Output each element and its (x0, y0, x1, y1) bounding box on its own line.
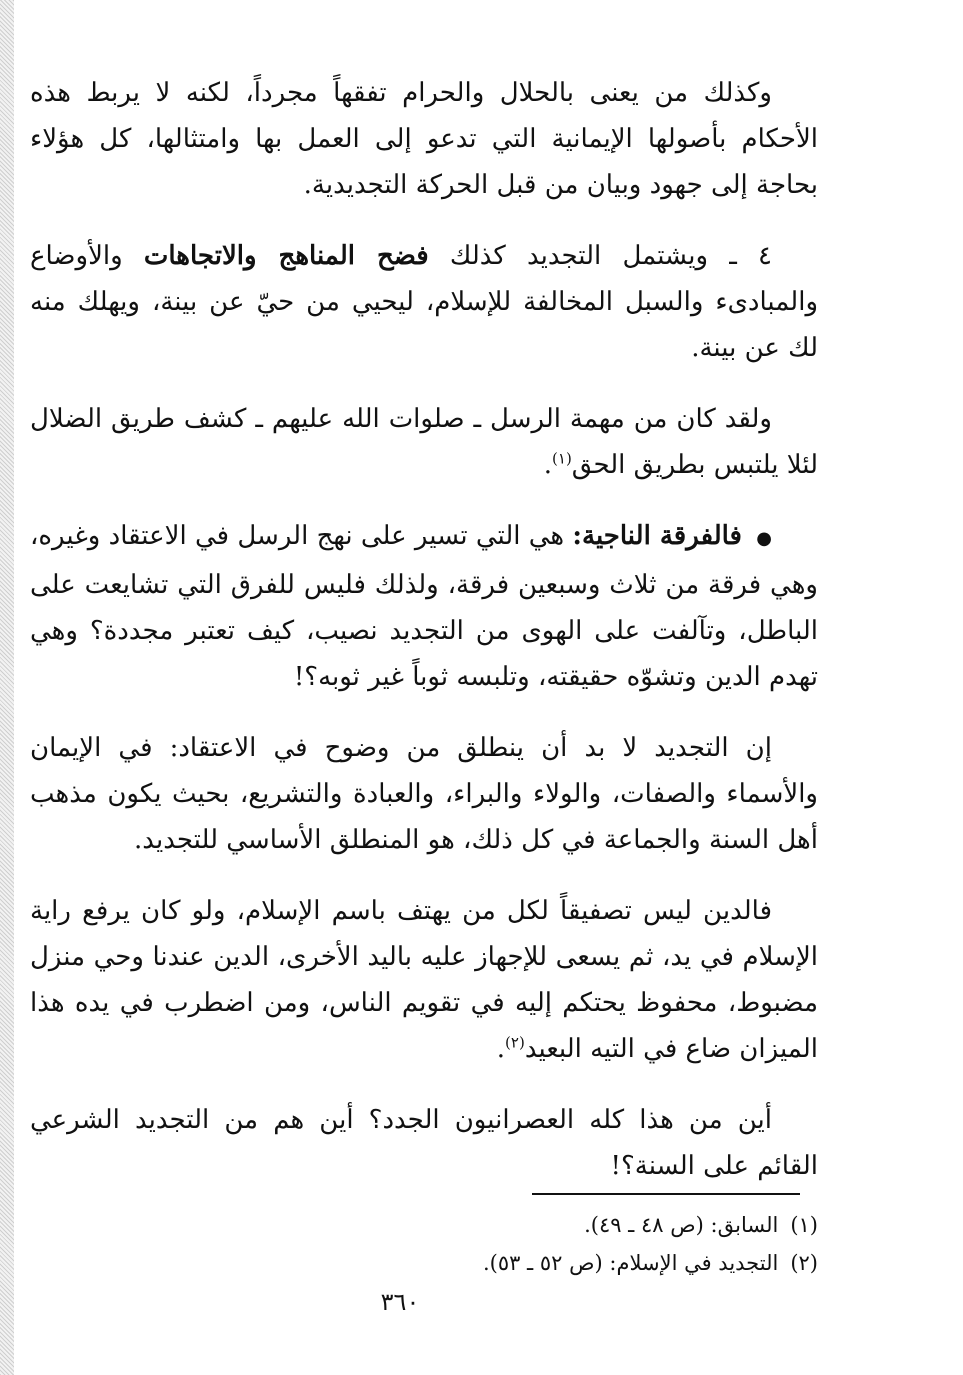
footnotes (30, 1206, 818, 1282)
page-body (30, 70, 818, 1214)
bullet-icon: ● (756, 528, 772, 549)
page-number: ٣٦٠ (380, 1288, 420, 1316)
paragraph-2-bold-phrase: فضح المناهج والاتجاهات (143, 241, 429, 271)
footnote-1-number: (١) (790, 1213, 818, 1237)
paragraph-6-text: فالدين ليس تصفيقاً لكل من يهتف باسم الإسلام، ولو كان يرفع راية الإسلام في يد، ثم يسعى للإجهاز عليه باليد الأخرى، الدين عندنا وحي منزل مضبوط، محفوظ يحتكم إليه في تقويم الناس، ومن اضطرب في يده هذا الميزان ضاع في التيه البعيد (30, 896, 818, 1064)
footnote-ref-2[interactable]: (٢) (505, 1033, 525, 1052)
paragraph-4-heading: فالفرقة الناجية: (572, 521, 742, 551)
paragraph-3-text: ولقد كان من مهمة الرسل ـ صلوات الله عليهم ـ كشف طريق الضلال لئلا يلتبس بطريق الحق (30, 404, 818, 480)
scan-edge-texture (0, 0, 14, 1375)
paragraph-2-start: ٤ ـ ويشتمل التجديد كذلك (449, 241, 773, 271)
paragraph-7 (30, 1097, 818, 1189)
footnote-divider (532, 1193, 800, 1195)
paragraph-1-text: وكذلك من يعنى بالحلال والحرام تفقهاً مجرداً، لكنه لا يربط هذه الأحكام بأصولها الإيمانية التي تدعو إلى العمل بها وامتثالها، كل هؤلاء بحاجة إلى جهود وبيان من قبل الحركة التجديدية. (30, 78, 818, 200)
footnote-ref-1[interactable]: (١) (552, 449, 572, 468)
paragraph-2-end: والأوضاع والمبادىء والسبل المخالفة للإسلام، ليحيي من حيّ عن بينة، ويهلك منه لك عن بينة. (30, 241, 818, 363)
footnote-2 (30, 1244, 818, 1282)
paragraph-6 (30, 888, 818, 1072)
paragraph-3 (30, 396, 818, 488)
paragraph-4 (30, 513, 818, 700)
paragraph-6-end: . (496, 1034, 506, 1064)
paragraph-7-text: أين من هذا كله العصرانيون الجدد؟ أين هم من التجديد الشرعي القائم على السنة؟! (30, 1105, 818, 1181)
footnote-2-text: التجديد في الإسلام: (ص ٥٢ ـ ٥٣). (482, 1251, 779, 1275)
paragraph-4-text: هي التي تسير على نهج الرسل في الاعتقاد وغيره، وهي فرقة من ثلاث وسبعين فرقة، ولذلك فليس للفرق التي تشايعت على الباطل، وتآلفت على الهوى من التجديد نصيب، كيف تعتبر مجددة؟ وهي تهدم الدين وتشوّه حقيقته، وتلبسه ثوباً غير ثوبه؟! (30, 521, 818, 692)
paragraph-1 (30, 70, 818, 208)
paragraph-5-text: إن التجديد لا بد أن ينطلق من وضوح في الاعتقاد: في الإيمان والأسماء والصفات، والولاء والبراء، والعبادة والتشريع، بحيث يكون مذهب أهل السنة والجماعة في كل ذلك، هو المنطلق الأساسي للتجديد. (30, 733, 818, 855)
paragraph-3-end: . (543, 450, 553, 480)
footnote-1-text: السابق: (ص ٤٨ ـ ٤٩). (584, 1213, 779, 1237)
footnote-2-number: (٢) (790, 1251, 818, 1275)
footnote-1 (30, 1206, 818, 1244)
paragraph-5 (30, 725, 818, 863)
paragraph-2 (30, 233, 818, 371)
